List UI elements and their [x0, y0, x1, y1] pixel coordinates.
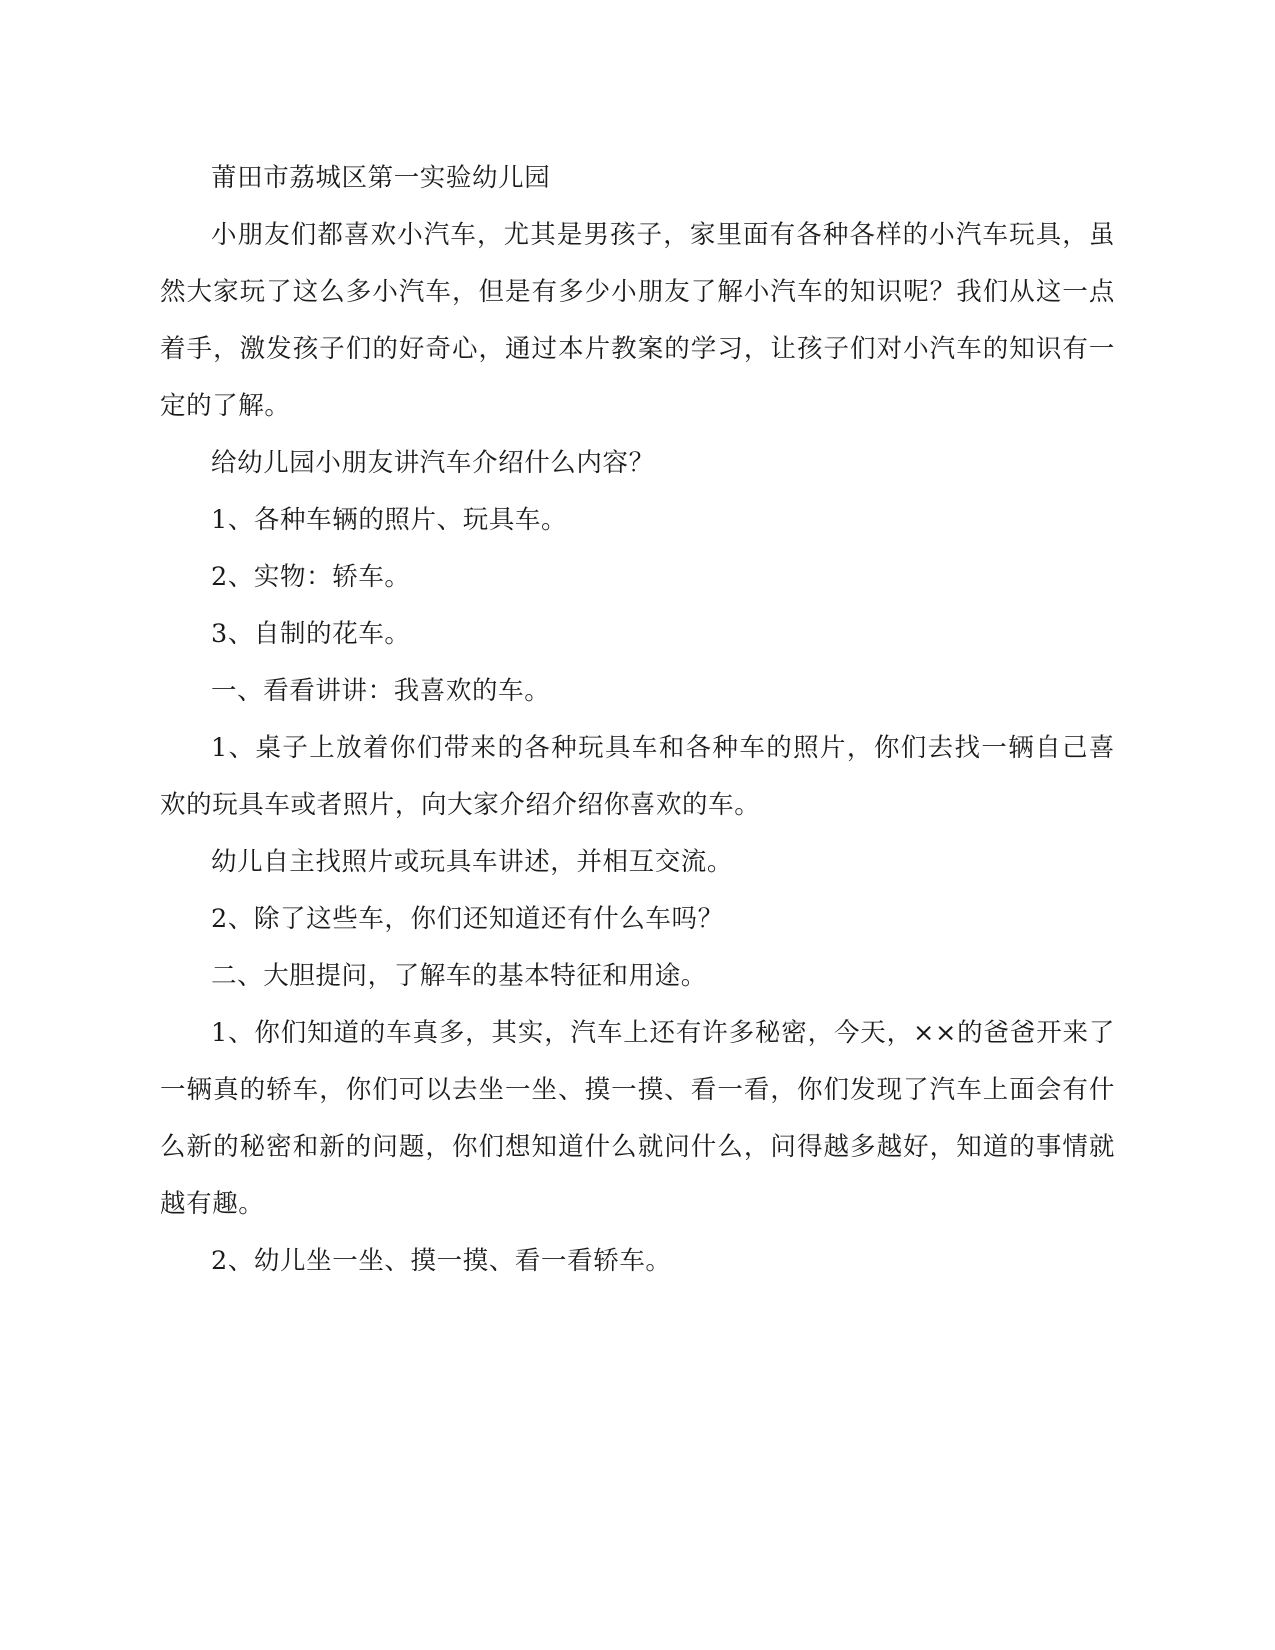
- paragraph-title: 莆田市荔城区第一实验幼儿园: [211, 163, 551, 193]
- paragraph-material-2: 2、实物：轿车。: [211, 562, 411, 592]
- paragraph-material-3: 3、自制的花车。: [211, 619, 411, 649]
- paragraph-material-1: 1、各种车辆的照片、玩具车。: [211, 505, 568, 535]
- paragraph-step-2-1: 1、你们知道的车真多，其实，汽车上还有许多秘密，今天，××的爸爸开来了一辆真的轿车，你们可以去坐一坐、摸一摸、看一看，你们发现了汽车上面会有什么新的秘密和新的问题，你们想知道什么就问什么，问得越多越好，知道的事情就越有趣。: [160, 1018, 1115, 1219]
- paragraph-intro: 小朋友们都喜欢小汽车，尤其是男孩子，家里面有各种各样的小汽车玩具，虽然大家玩了这么多小汽车，但是有多少小朋友了解小汽车的知识呢？我们从这一点着手，激发孩子们的好奇心，通过本片教案的学习，让孩子们对小汽车的知识有一定的了解。: [160, 220, 1115, 421]
- paragraph-section-1: 一、看看讲讲：我喜欢的车。: [211, 676, 551, 706]
- paragraph-step-1-note: 幼儿自主找照片或玩具车讲述，并相互交流。: [211, 847, 734, 877]
- paragraph-question: 给幼儿园小朋友讲汽车介绍什么内容？: [211, 448, 655, 478]
- document-body: [160, 150, 1115, 1290]
- paragraph-step-1-2: 2、除了这些车，你们还知道还有什么车吗？: [211, 904, 724, 934]
- paragraph-step-2-2: 2、幼儿坐一坐、摸一摸、看一看轿车。: [211, 1246, 672, 1276]
- paragraph-section-2: 二、大胆提问，了解车的基本特征和用途。: [211, 961, 707, 991]
- paragraph-step-1-1: 1、桌子上放着你们带来的各种玩具车和各种车的照片，你们去找一辆自己喜欢的玩具车或者照片，向大家介绍介绍你喜欢的车。: [160, 733, 1115, 820]
